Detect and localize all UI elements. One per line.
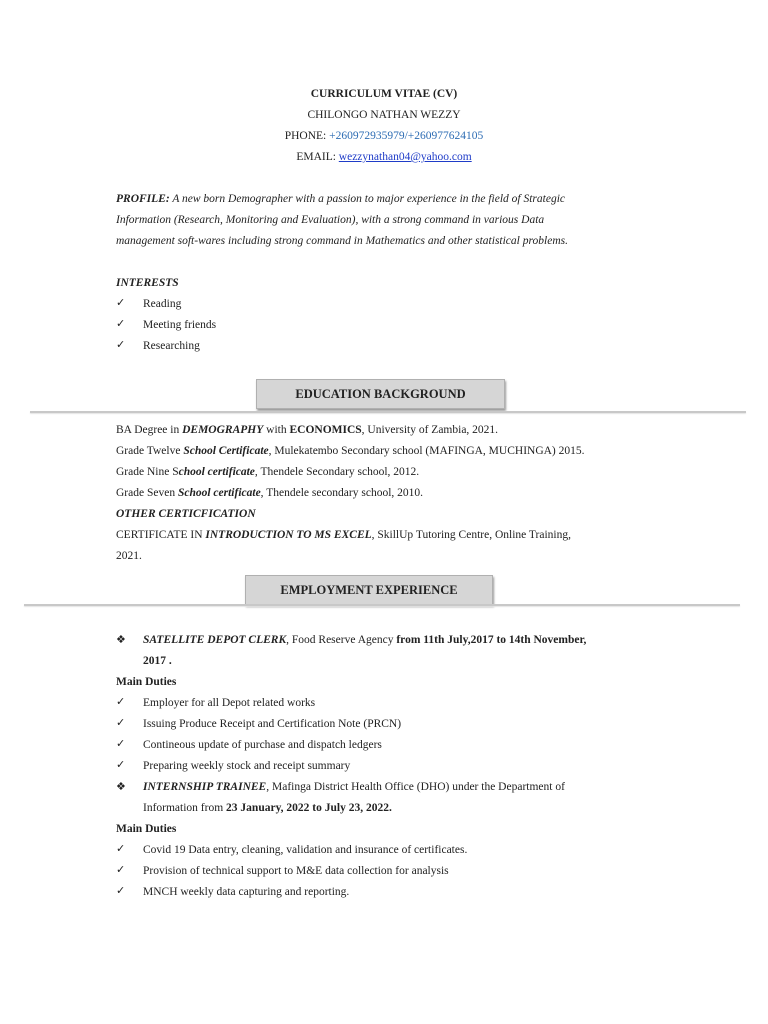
job1-line-1 (143, 633, 586, 647)
cv-title: CURRICULUM VITAE (CV) (310, 88, 458, 100)
edu-grade12 (116, 444, 585, 458)
duty-text: Provision of technical support to M&E data collection for analysis (143, 865, 449, 877)
job2-line-2 (143, 801, 392, 815)
interest-label: Researching (143, 340, 200, 352)
excel-cert-line-1 (116, 528, 571, 542)
edu-g7-cert: School certificate (177, 487, 261, 499)
edu-g7-post: , Thendele secondary school, 2010. (260, 487, 424, 499)
check-icon: ✓ (116, 317, 126, 330)
check-icon: ✓ (116, 716, 126, 729)
edu-ba-field1: DEMOGRAPHY (182, 424, 264, 436)
section-divider (24, 604, 740, 606)
check-icon: ✓ (116, 842, 126, 855)
profile-line-2: Information (Research, Monitoring and Evaluation), with a strong command in various Data (116, 214, 545, 226)
job2-title: INTERNSHIP TRAINEE (143, 781, 267, 793)
edu-g12-cert: School Certificate (183, 445, 269, 457)
edu-grade7 (116, 486, 423, 500)
excel-cert-line-2: 2021. (116, 550, 142, 562)
excel-course: INTRODUCTION TO MS EXCEL (205, 529, 372, 541)
email-label: EMAIL: (296, 151, 339, 163)
profile-text-1: A new born Demographer with a passion to major experience in the field of Strategic (172, 193, 566, 205)
job2-org: , Mafinga District Health Office (DHO) under the Department of (266, 781, 565, 793)
profile-line-3: management soft-wares including strong command in Mathematics and other statistical problems. (116, 235, 568, 247)
edu-ba-field2: ECONOMICS (289, 424, 362, 436)
job1-duties-heading: Main Duties (116, 676, 177, 688)
interest-label: Reading (143, 298, 182, 310)
edu-ba (116, 423, 498, 437)
edu-grade9 (116, 465, 419, 479)
phone-value[interactable]: +260972935979/+260977624105 (329, 130, 484, 142)
check-icon: ✓ (116, 296, 126, 309)
candidate-name: CHILONGO NATHAN WEZZY (307, 109, 461, 121)
interests-heading: INTERESTS (116, 277, 179, 289)
edu-g7-pre: Grade Seven (116, 487, 178, 499)
job1-title: SATELLITE DEPOT CLERK (143, 634, 287, 646)
check-icon: ✓ (116, 758, 126, 771)
duty-text: Contineous update of purchase and dispatch ledgers (143, 739, 382, 751)
duty-text: MNCH weekly data capturing and reporting. (143, 886, 350, 898)
edu-g9-post: , Thendele Secondary school, 2012. (254, 466, 420, 478)
job2-dates: 23 January, 2022 to July 23, 2022. (226, 802, 392, 814)
job1-dates-1: from 11th July,2017 to 14th November, (396, 634, 587, 646)
duty-text: Preparing weekly stock and receipt summary (143, 760, 351, 772)
other-cert-heading: OTHER CERTICFICATION (116, 508, 256, 520)
email-link[interactable]: wezzynathan04@yahoo.com (338, 151, 472, 163)
edu-ba-mid: with (263, 424, 290, 436)
job1-dates-2: 2017 . (143, 655, 172, 667)
job2-line2-pre: Information from (143, 802, 227, 814)
excel-post: , SkillUp Tutoring Centre, Online Training, (371, 529, 571, 541)
edu-ba-post: , University of Zambia, 2021. (361, 424, 499, 436)
edu-g12-post: , Mulekatembo Secondary school (MAFINGA, MUCHINGA) 2015. (268, 445, 585, 457)
edu-g12-pre: Grade Twelve (116, 445, 184, 457)
edu-ba-pre: BA Degree in (116, 424, 183, 436)
edu-g9-pre: Grade Nine S (116, 466, 179, 478)
check-icon: ✓ (116, 695, 126, 708)
check-icon: ✓ (116, 338, 126, 351)
duty-text: Covid 19 Data entry, cleaning, validation and insurance of certificates. (143, 844, 468, 856)
email-line (0, 150, 768, 164)
edu-g9-cert: chool certificate (178, 466, 255, 478)
employment-heading: EMPLOYMENT EXPERIENCE (245, 575, 493, 605)
education-heading: EDUCATION BACKGROUND (256, 379, 505, 409)
interest-label: Meeting friends (143, 319, 217, 331)
job1-org: , Food Reserve Agency (286, 634, 397, 646)
job2-line-1 (143, 780, 565, 794)
section-divider (30, 411, 746, 413)
phone-line (0, 129, 768, 143)
diamond-bullet-icon: ❖ (116, 633, 126, 646)
phone-label: PHONE: (284, 130, 330, 142)
check-icon: ✓ (116, 737, 126, 750)
job2-duties-heading: Main Duties (116, 823, 177, 835)
check-icon: ✓ (116, 863, 126, 876)
profile-label: PROFILE: (116, 193, 170, 205)
excel-pre: CERTIFICATE IN (116, 529, 206, 541)
check-icon: ✓ (116, 884, 126, 897)
diamond-bullet-icon: ❖ (116, 780, 126, 793)
profile-line-1 (116, 192, 565, 206)
duty-text: Issuing Produce Receipt and Certification Note (PRCN) (143, 718, 402, 730)
duty-text: Employer for all Depot related works (143, 697, 316, 709)
